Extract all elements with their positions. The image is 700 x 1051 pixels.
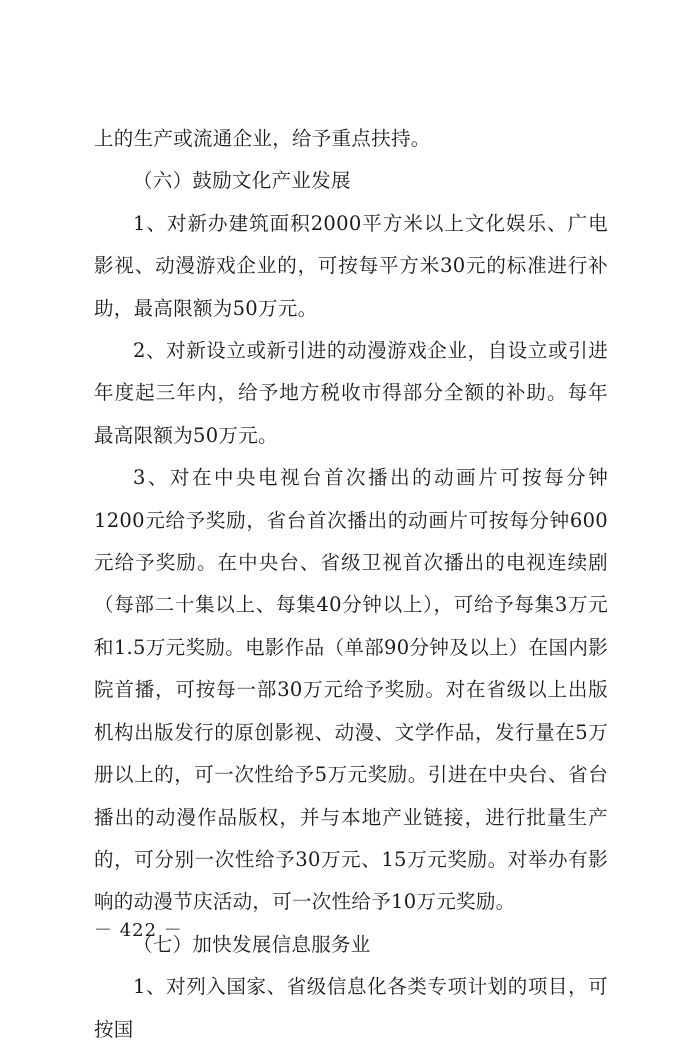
section-heading-seven: （七）加快发展信息服务业	[133, 932, 371, 956]
page-number: － 422 －	[94, 920, 183, 941]
body-text	[94, 118, 608, 1051]
paragraph-continuation: 上的生产或流通企业，给予重点扶持。	[94, 127, 431, 150]
section-heading-six: （六）鼓励文化产业发展	[133, 169, 351, 193]
paragraph-item-2: 2、对新设立或新引进的动漫游戏企业，自设立或引进年度起三年内，给予地方税收市得部分全额的补助。每年最高限额为50万元。	[94, 339, 608, 447]
paragraph-item-3: 3、对在中央电视台首次播出的动画片可按每分钟1200元给予奖励，省台首次播出的动画片可按每分钟600元给予奖励。在中央台、省级卫视首次播出的电视连续剧（每部二十集以上、每集40分钟以上），可给予每集3万元和1.5万元奖励。电影作品（单部90分钟及以上）在国内影院首播，可按每一部30万元给予奖励。对在省级以上出版机构出版发行的原创影视、动漫、文学作品，发行量在5万册以上的，可一次性给予5万元奖励。引进在中央台、省台播出的动漫作品版权，并与本地产业链接，进行批量生产的，可分别一次性给予30万元、15万元奖励。对举办有影响的动漫节庆活动，可一次性给予10万元奖励。	[94, 466, 608, 914]
paragraph-item-1-seven: 1、对列入国家、省级信息化各类专项计划的项目，可按国	[94, 975, 608, 1041]
paragraph-item-1: 1、对新办建筑面积2000平方米以上文化娱乐、广电影视、动漫游戏企业的，可按每平方米30元的标准进行补助，最高限额为50万元。	[94, 211, 608, 320]
